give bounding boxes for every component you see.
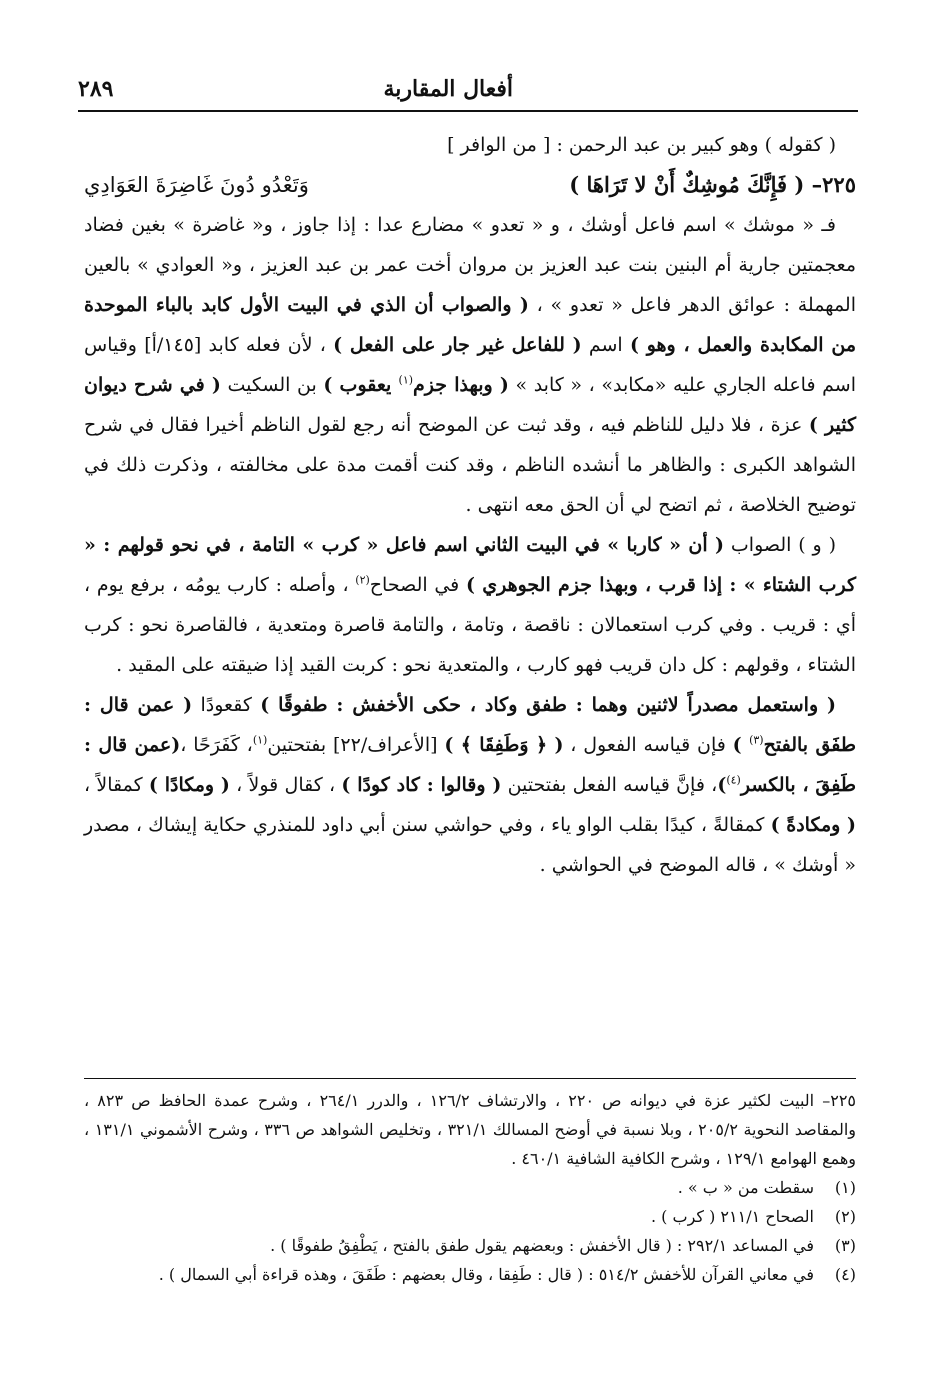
verse-number: ٢٢٥– bbox=[811, 172, 856, 197]
footnote-item bbox=[84, 1202, 856, 1231]
p1-d: ( للفاعل غير جار على الفعل ) bbox=[333, 334, 582, 356]
p1-h: بن السكيت bbox=[220, 374, 324, 396]
footnote-ref: (١) bbox=[252, 733, 268, 747]
p3-f: ( ﴿ وَطَفِقَا ﴾ ) bbox=[444, 734, 564, 756]
p3-h: ، كَفَرَحًا ، bbox=[180, 734, 253, 756]
footnote-item bbox=[84, 1260, 856, 1289]
footnote-divider bbox=[84, 1078, 856, 1079]
p2-b: ( أن « كاربا » في البيت الثاني اسم فاعل « كرب » التامة ، في نحو قولهم : « كرب الشتاء » : إذا قرب ، وبهذا جزم الجوهري ) bbox=[84, 534, 856, 596]
p3-e: فإن قياسه الفعول ، bbox=[563, 734, 733, 756]
p1-b: ( والصواب أن الذي في البيت الأول كابد بالباء الموحدة من المكابدة والعمل ، وهو ) bbox=[84, 294, 856, 356]
paragraph-1 bbox=[84, 205, 856, 525]
verse-intro: ( كقوله ) وهو كبير بن عبد الرحمن : [ من الوافر ] bbox=[447, 134, 836, 156]
paragraph-3 bbox=[84, 685, 856, 885]
p3-g: [الأعراف/٢٢] بفتحتين bbox=[267, 734, 445, 756]
paragraph-2 bbox=[84, 525, 856, 685]
footnote-text: الصحاح ٢١١/١ ( كرب ) . bbox=[651, 1207, 814, 1226]
p1-g: يعقوب ) bbox=[323, 374, 399, 396]
footnote-text: في المساعد ٢٩٢/١ : ( قال الأخفش : وبعضهم يقول طفق بالفتح ، يَطْفِقُ طفوقًا ) . bbox=[270, 1236, 814, 1255]
p1-j: عزة ، فلا دليل للناظم فيه ، وقد ثبت عن الموضح أنه رجع لقول الناظم أخيرا فقال في شرح الشواهد الكبرى : والظاهر ما أنشده الناظم ، وقد كنت أقمت مدة على مخالفته ، وذكرت ذلك في توضيح الخلاصة ، ثم اتضح لي أن الحق معه انتهى . bbox=[84, 414, 856, 516]
footnote-text: في معاني القرآن للأخفش ٥١٤/٢ : ( قال : طَفِقا ، وقال بعضهم : طَفَقَ ، وهذه قراءة أبي السمال ) . bbox=[158, 1265, 814, 1284]
footnote-ref: (٢) bbox=[355, 573, 370, 587]
page-number: ٢٨٩ bbox=[78, 76, 114, 102]
hemistich-1: ( فَإِنَّكَ مُوشِكٌ أَنْ لا تَرَاهَا ) bbox=[569, 172, 805, 197]
main-text bbox=[84, 125, 856, 885]
footnote-number: (٤) bbox=[834, 1265, 856, 1284]
footnotes bbox=[84, 1086, 856, 1289]
p3-b: كقعودًا bbox=[192, 694, 261, 716]
footnote-number: (١) bbox=[834, 1178, 856, 1197]
verse-line bbox=[84, 165, 856, 205]
footnote-number: (٢) bbox=[834, 1207, 856, 1226]
verse-first-hemistich bbox=[569, 165, 856, 205]
p1-c: اسم bbox=[581, 334, 630, 356]
footnote-item bbox=[84, 1231, 856, 1260]
p3-o: كمقالاً ، bbox=[84, 774, 149, 796]
footnote-ref: (٣) bbox=[749, 733, 764, 747]
chapter-title: أفعال المقاربة bbox=[383, 76, 513, 102]
p3-k: ، فإنَّ قياسه الفعل بفتحتين bbox=[501, 774, 718, 796]
p3-a: ( واستعمل مصدراً لاثنين وهما : طفق وكاد ، حكى الأخفش : طفوقًا ) bbox=[260, 694, 837, 716]
footnote-ref: (٤) bbox=[726, 773, 741, 787]
p3-j: ) bbox=[717, 774, 727, 796]
footnote-text: سقطت من « ب » . bbox=[677, 1178, 814, 1197]
p3-i: (عمن قال : طَفِقَ ، بالكسر bbox=[84, 734, 856, 796]
header-rule bbox=[78, 110, 858, 112]
p3-l: ( وقالوا : كاد كودًا ) bbox=[341, 774, 502, 796]
p1-a: فـ « موشك » اسم فاعل أوشك ، و « تعدو » مضارع عدا : إذا جاوز ، و« غاضرة » بغين فضاد معجمتين جارية أم البنين بنت عبد العزيز بن مروان أخت عمر بن عبد العزيز ، و« العوادي » بالعين المهملة : عوائق الدهر فاعل « تعدو » ، bbox=[84, 214, 856, 316]
p3-m: ، كقال قولاً ، bbox=[229, 774, 342, 796]
p1-e: ، لأن فعله كابد [١٤٥/أ] وقياس اسم فاعله الجاري عليه «مكابد» ، « كابد » bbox=[84, 334, 856, 396]
p2-a: ( و ) الصواب bbox=[724, 534, 836, 556]
p3-c: ( عمن قال : طفَق بالفتح bbox=[84, 694, 857, 756]
p3-p: ( ومكادةً ) bbox=[770, 814, 856, 836]
hemistich-2: وَتَعْدُو دُونَ غَاضِرَةَ العَوَادِي bbox=[84, 173, 309, 197]
footnote-main: ٢٢٥– البيت لكثير عزة في ديوانه ص ٢٢٠ ، والارتشاف ١٢٦/٢ ، والدرر ٢٦٤/١ ، وشرح عمدة الحافظ ص ٨٢٣ ، والمقاصد النحوية ٢٠٥/٢ ، وبلا نسبة في أوضح المسالك ٣٢١/١ ، وتخليص الشواهد ص ٣٣٦ ، وشرح الأشموني ١٣١/١ ، وهمع الهوامع ١٢٩/١ ، وشرح الكافية الشافية ٤٦٠/١ . bbox=[84, 1091, 857, 1168]
p3-q: كمقالةً ، كيدًا بقلب الواو ياء ، وفي حواشي سنن أبي داود للمنذري حكاية إيشاك ، مصدر « أوشك » ، قاله الموضح في الحواشي . bbox=[84, 814, 856, 876]
p2-c: في الصحاح bbox=[369, 574, 466, 596]
p1-i: ( في شرح ديوان كثير ) bbox=[84, 374, 856, 436]
footnote-item bbox=[84, 1173, 856, 1202]
p2-d: ، وأصله : كارب يومُه ، برفع يوم ، أي : قريب . وفي كرب استعمالان : ناقصة ، وتامة ، والتامة قاصرة ومتعدية ، فالقاصرة نحو : كرب الشتاء ، وقولهم : كل دان قريب فهو كارب ، والمتعدية نحو : كربت القيد إذا ضيقته على المقيد . bbox=[84, 574, 856, 676]
footnote-ref: (١) bbox=[398, 373, 414, 387]
p1-f: ( وبهذا جزم bbox=[413, 374, 509, 396]
running-header bbox=[78, 72, 858, 112]
footnote-number: (٣) bbox=[834, 1236, 856, 1255]
p3-d: ) bbox=[732, 734, 750, 756]
p3-n: ( ومكادًا ) bbox=[148, 774, 230, 796]
